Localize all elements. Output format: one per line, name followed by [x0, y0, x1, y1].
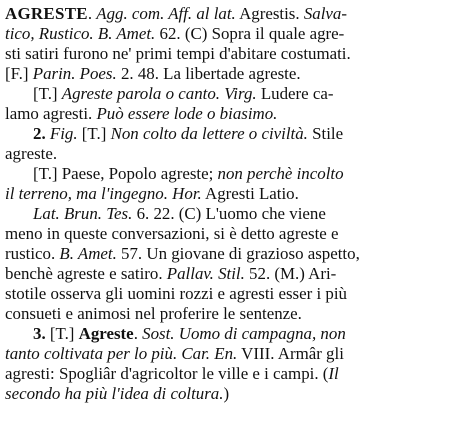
text-run: meno in queste conversazioni, si è detto agreste e	[5, 224, 339, 243]
text-run: consueti e animosi nel proferire le sentenze.	[5, 304, 302, 323]
text-run: agresti: Spogliâr d'agricoltor le ville e i campi. (	[5, 364, 329, 383]
entry-line	[5, 344, 462, 364]
text-run: B. Amet.	[59, 244, 117, 263]
entry-line	[5, 244, 462, 264]
text-run: 3.	[33, 324, 50, 343]
text-run: Ludere ca-	[256, 84, 334, 103]
text-run: [T.]	[33, 84, 62, 103]
entry-line	[5, 164, 462, 184]
entry-line	[5, 264, 462, 284]
entry-line	[5, 224, 462, 244]
text-run: Parin. Poes.	[32, 64, 117, 83]
text-run: [T.]	[49, 324, 79, 343]
entry-line	[5, 144, 462, 164]
text-run: Pallav. Stil.	[166, 264, 245, 283]
entry-line	[5, 324, 462, 344]
text-run: 2.	[33, 124, 50, 143]
entry-line	[5, 4, 462, 24]
entry-line	[5, 124, 462, 144]
text-run: tanto coltivata per lo più. Car. En.	[5, 344, 238, 363]
text-run: Sost. Uomo di campagna, non	[142, 324, 346, 343]
text-run: Agrestis.	[235, 4, 304, 23]
entry-line	[5, 204, 462, 224]
text-run: Il	[328, 364, 339, 383]
entry-line	[5, 284, 462, 304]
text-run: Lat. Brun. Tes.	[33, 204, 133, 223]
text-run: agreste.	[5, 144, 58, 163]
text-run: VIII. Armâr gli	[237, 344, 344, 363]
text-run: sti satiri furono ne' primi tempi d'abitare costumati.	[5, 44, 351, 63]
text-run: Non colto da lettere o civiltà.	[110, 124, 308, 143]
text-run: .	[87, 4, 97, 23]
text-run: Stile	[307, 124, 344, 143]
entry-line	[5, 104, 462, 124]
text-run: Agreste parola o canto. Virg.	[61, 84, 257, 103]
text-run: Agresti Latio.	[201, 184, 299, 203]
entry-line	[5, 64, 462, 84]
text-run: benchè agreste e satiro.	[5, 264, 167, 283]
text-run: 62. (C) Sopra il quale agre-	[155, 24, 345, 43]
text-run: [T.] Paese, Popolo agreste;	[33, 164, 218, 183]
entry-line	[5, 304, 462, 324]
entry-line	[5, 24, 462, 44]
headword: AGRESTE	[5, 4, 88, 23]
text-run: Salva-	[303, 4, 347, 23]
text-run: )	[223, 384, 230, 403]
text-run: tico, Rustico. B. Amet.	[5, 24, 156, 43]
text-run: 52. (M.) Ari-	[244, 264, 337, 283]
entry-line	[5, 364, 462, 384]
text-run: lamo agresti.	[5, 104, 97, 123]
text-run: Può essere lode o biasimo.	[96, 104, 278, 123]
text-run: stotile osserva gli uomini rozzi e agresti esser i più	[5, 284, 347, 303]
entry-line	[5, 44, 462, 64]
text-run: il terreno, ma l'ingegno. Hor.	[5, 184, 202, 203]
text-run: .	[133, 324, 143, 343]
text-run: non perchè incolto	[217, 164, 344, 183]
text-run: [T.]	[77, 124, 111, 143]
text-run: 57. Un giovane di grazioso aspetto,	[116, 244, 360, 263]
text-run: Fig.	[49, 124, 78, 143]
text-run: 6. 22. (C) L'uomo che viene	[132, 204, 326, 223]
text-run: [F.]	[5, 64, 33, 83]
text-run: rustico.	[5, 244, 60, 263]
text-run: secondo ha più l'idea di coltura.	[5, 384, 224, 403]
text-run: Agg. com. Aff. al lat.	[96, 4, 236, 23]
text-run: 2. 48. La libertade agreste.	[116, 64, 301, 83]
entry-line	[5, 184, 462, 204]
entry-line	[5, 384, 462, 404]
entry-line	[5, 84, 462, 104]
text-run: Agreste	[78, 324, 134, 343]
